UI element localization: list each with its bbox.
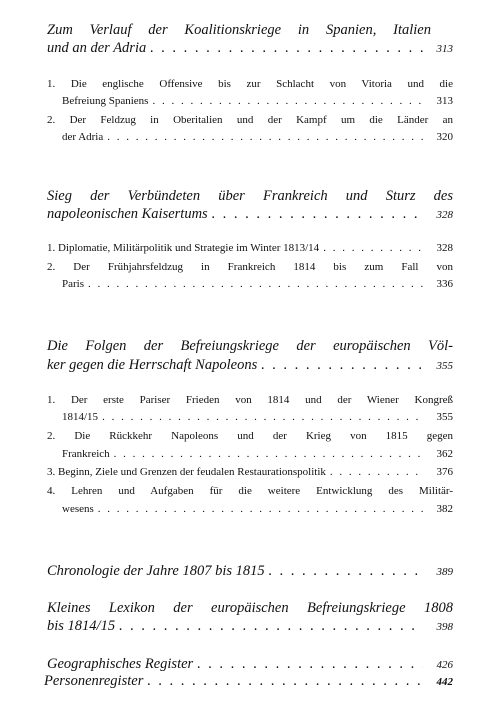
toc-entry-line	[47, 114, 453, 126]
toc-entry-line	[47, 206, 453, 223]
toc-entry-title: 2. Der Feldzug in Oberitalien und der Kampf um die Länder an	[47, 114, 453, 126]
dot-leader	[323, 242, 423, 254]
dot-leader	[98, 503, 423, 515]
dot-leader	[269, 563, 423, 580]
toc-entry-line	[62, 95, 453, 107]
toc-entry-title: Befreiung Spaniens	[62, 95, 149, 107]
toc-page-number: 320	[436, 131, 453, 143]
toc-entry-line	[62, 503, 453, 515]
toc-entry-line	[62, 411, 453, 423]
dot-leader	[330, 466, 423, 478]
toc-entry-line	[47, 22, 431, 39]
toc-entry-title: Die Folgen der Befreiungskriege der europäischen Völ-	[47, 338, 453, 354]
toc-entry-title: Paris	[62, 278, 84, 290]
toc-entry-line	[47, 600, 453, 617]
dot-leader	[261, 357, 423, 374]
toc-entry-title: Sieg der Verbündeten über Frankreich und Sturz des	[47, 188, 453, 204]
dot-leader	[102, 411, 423, 423]
toc-entry-title: Zum Verlauf der Koalitionskriege in Spanien, Italien	[47, 22, 431, 38]
toc-entry-line	[47, 261, 453, 273]
toc-entry-title: und an der Adria	[47, 40, 147, 56]
toc-entry-line	[47, 40, 453, 57]
toc-entry-title: Frankreich	[62, 448, 110, 460]
toc-page-number: 355	[436, 411, 453, 423]
toc-page-number: 398	[436, 621, 453, 633]
dot-leader	[147, 673, 423, 690]
toc-page-number: 426	[436, 659, 453, 671]
toc-entry-title: 2. Der Frühjahrsfeldzug in Frankreich 1814 bis zum Fall von	[47, 261, 453, 273]
toc-entry-title: 3. Beginn, Ziele und Grenzen der feudalen Restaurationspolitik	[47, 466, 326, 478]
dot-leader	[88, 278, 423, 290]
toc-entry-title: 1. Die englische Offensive bis zur Schlacht von Vitoria und die	[47, 78, 453, 90]
toc-entry-title: napoleonischen Kaisertums	[47, 206, 208, 222]
toc-entry-line	[47, 485, 453, 497]
toc-entry-line	[47, 357, 453, 374]
dot-leader	[212, 206, 423, 223]
toc-page-number: 376	[436, 466, 453, 478]
toc-page-number: 355	[436, 360, 453, 372]
dot-leader	[152, 95, 423, 107]
toc-page-number: 313	[436, 43, 453, 55]
toc-entry-title: wesens	[62, 503, 94, 515]
dot-leader	[197, 656, 423, 673]
toc-entry-title: ker gegen die Herrschaft Napoleons	[47, 357, 258, 373]
toc-entry-line	[62, 131, 453, 143]
toc-entry-title: Geographisches Register	[47, 656, 194, 672]
toc-entry-line	[47, 430, 453, 442]
toc-entry-title: Kleines Lexikon der europäischen Befreiungskriege 1808	[47, 600, 453, 616]
toc-entry-line	[47, 466, 453, 478]
toc-page-number: 328	[436, 209, 453, 221]
toc-entry-line	[47, 338, 453, 355]
toc-page-number: 328	[436, 242, 453, 254]
toc-entry-title: 4. Lehren und Aufgaben für die weitere Entwicklung des Militär-	[47, 485, 453, 497]
toc-page-number: 313	[436, 95, 453, 107]
toc-entry-title: Chronologie der Jahre 1807 bis 1815	[47, 563, 265, 579]
toc-entry-line	[47, 242, 453, 254]
toc-entry-title: 1. Diplomatie, Militärpolitik und Strategie im Winter 1813/14	[47, 242, 320, 254]
toc-entry-title: bis 1814/15	[47, 618, 116, 634]
toc-entry-title: 2. Die Rückkehr Napoleons und der Krieg von 1815 gegen	[47, 430, 453, 442]
dot-leader	[114, 448, 423, 460]
toc-entry-title: der Adria	[62, 131, 104, 143]
toc-entry-title: 1. Der erste Pariser Frieden von 1814 und der Wiener Kongreß	[47, 394, 453, 406]
toc-page-number: 362	[436, 448, 453, 460]
toc-entry-line	[47, 618, 453, 635]
dot-leader	[119, 618, 423, 635]
toc-entry-line	[47, 656, 453, 673]
toc-page-number: 442	[436, 676, 453, 688]
toc-entry-line	[44, 673, 453, 690]
toc-entry-title: Personenregister	[44, 673, 144, 689]
toc-entry-line	[47, 563, 453, 580]
dot-leader	[107, 131, 423, 143]
dot-leader	[150, 40, 423, 57]
toc-page-number: 389	[436, 566, 453, 578]
toc-page-number: 382	[436, 503, 453, 515]
toc-entry-title: 1814/15	[62, 411, 99, 423]
toc-entry-line	[62, 278, 453, 290]
toc-page-number: 336	[436, 278, 453, 290]
toc-entry-line	[47, 78, 453, 90]
toc-entry-line	[47, 394, 453, 406]
toc-entry-line	[62, 448, 453, 460]
toc-entry-line	[47, 188, 453, 205]
